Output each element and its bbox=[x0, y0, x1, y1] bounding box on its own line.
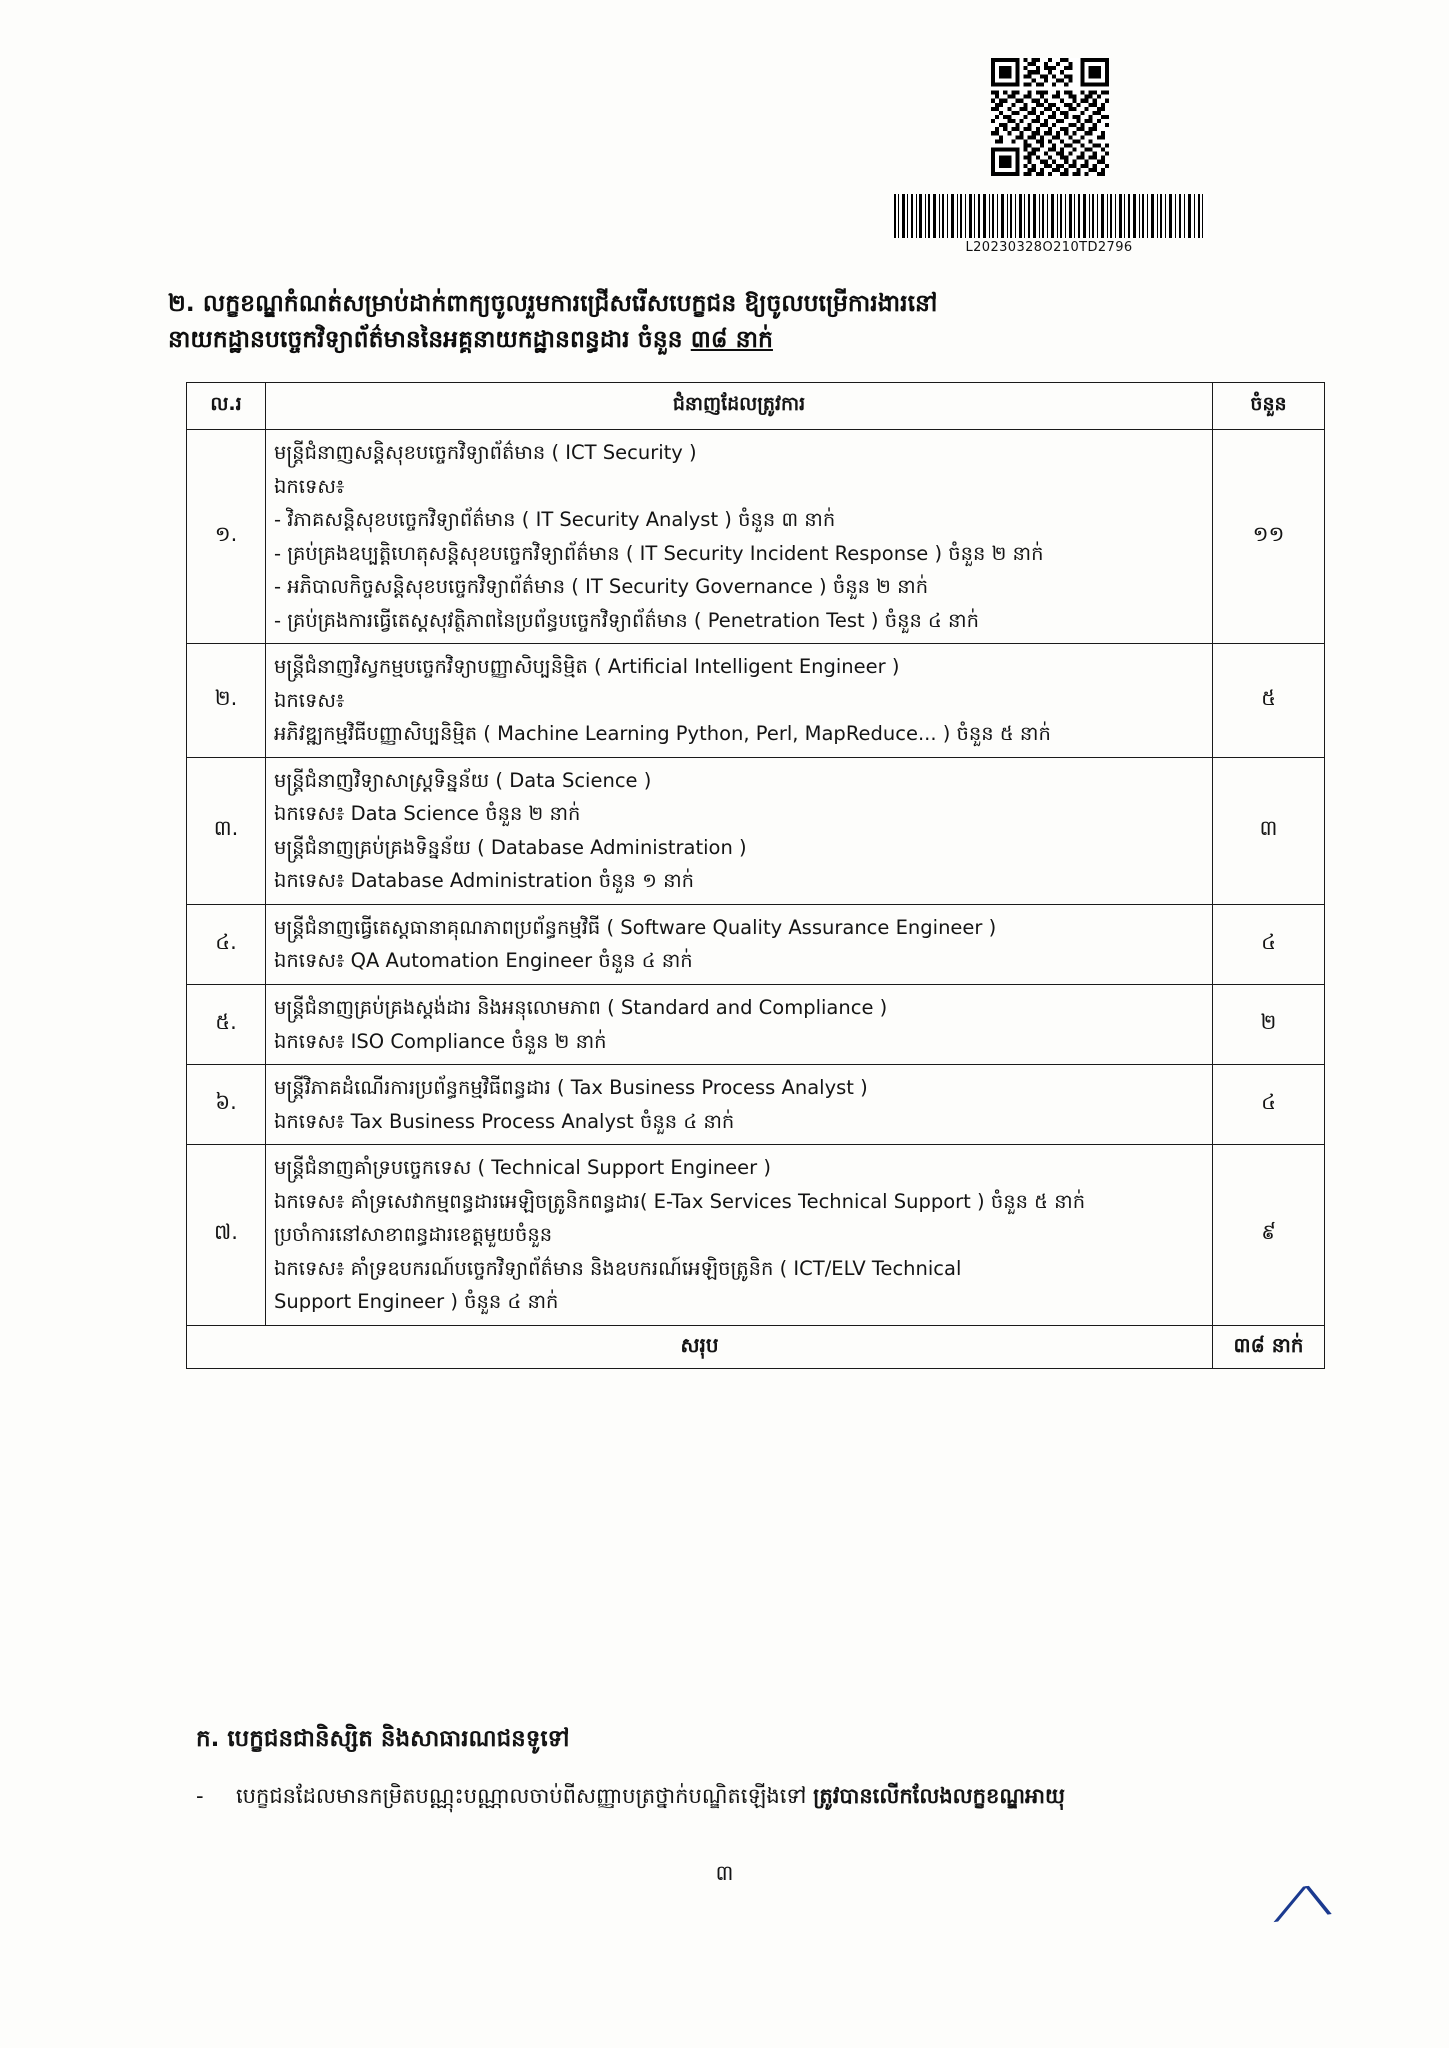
code-block bbox=[890, 58, 1210, 255]
row-qty: ២ bbox=[1213, 984, 1325, 1064]
bullet-text-bold: ត្រូវបានលើកលែងលក្ខខណ្ឌអាយុ bbox=[813, 1784, 1065, 1808]
row-qty: ១១ bbox=[1213, 430, 1325, 644]
table-row bbox=[187, 984, 1325, 1064]
total-label: សរុប bbox=[187, 1325, 1213, 1368]
row-line: ឯកទេស៖ bbox=[274, 688, 345, 712]
table-row bbox=[187, 644, 1325, 758]
row-qty: ៩ bbox=[1213, 1145, 1325, 1326]
row-line: - វិភាគសន្តិសុខបច្ចេកវិទ្យាព័ត៌មាន ( IT Security Analyst ) ចំនួន ៣ នាក់ bbox=[274, 508, 836, 532]
row-line: មន្ត្រីវិភាគដំណើរការប្រព័ន្ធកម្មវិធីពន្ធដារ ( Tax Business Process Analyst ) bbox=[274, 1076, 868, 1100]
row-line: មន្ត្រីជំនាញធ្វើតេស្តធានាគុណភាពប្រព័ន្ធកម្មវិធី ( Software Quality Assurance Engineer ) bbox=[274, 915, 997, 939]
row-line: ឯកទេស៖ Data Science ចំនួន ២ នាក់ bbox=[274, 802, 581, 826]
section-k-heading: ក. បេក្ខជនជានិស្សិត និងសាធារណជនទូទៅ bbox=[196, 1726, 570, 1752]
row-no: ១. bbox=[187, 430, 266, 644]
section-k-bullet bbox=[196, 1780, 1376, 1814]
header-qty: ចំនួន bbox=[1213, 383, 1325, 430]
bullet-dash: - bbox=[196, 1784, 204, 1808]
row-line: ឯកទេស៖ Tax Business Process Analyst ចំនួន ៤ នាក់ bbox=[274, 1109, 735, 1133]
row-line: មន្ត្រីជំនាញគាំទ្របច្ចេកទេស ( Technical Support Engineer ) bbox=[274, 1156, 771, 1180]
signature-mark: ⟋⟍ bbox=[1270, 1877, 1332, 1930]
qr-code-icon bbox=[991, 58, 1109, 176]
row-line: មន្ត្រីជំនាញវិស្វកម្មបច្ចេកវិទ្យាបញ្ញាសិប្បនិម្មិត ( Artificial Intelligent Engineer ) bbox=[274, 655, 900, 679]
row-line: ឯកទេស៖ គាំទ្រសេវាកម្មពន្ធដារអេឡិចត្រូនិកពន្ធដារ( E-Tax Services Technical Support ) ចំនួន ៥ នាក់ bbox=[274, 1189, 1086, 1213]
table-row bbox=[187, 430, 1325, 644]
row-line: មន្ត្រីជំនាញសន្តិសុខបច្ចេកវិទ្យាព័ត៌មាន ( ICT Security ) bbox=[274, 441, 697, 464]
row-line: - គ្រប់គ្រងឧប្បត្តិហេតុសន្តិសុខបច្ចេកវិទ្យាព័ត៌មាន ( IT Security Incident Response ) ចំនួន ២ នាក់ bbox=[274, 541, 1044, 565]
row-qty: ៥ bbox=[1213, 644, 1325, 758]
bullet-text bbox=[236, 1780, 1376, 1814]
row-line: Support Engineer ) ចំនួន ៤ នាក់ bbox=[274, 1290, 559, 1314]
positions-table-wrap bbox=[186, 382, 1304, 1369]
row-line: ឯកទេស៖ QA Automation Engineer ចំនួន ៤ នាក់ bbox=[274, 949, 693, 973]
title-line-1: ២. លក្ខខណ្ឌកំណត់សម្រាប់ដាក់ពាក្យចូលរួមការជ្រើសរើសបេក្ខជន ឱ្យចូលបម្រើការងារនៅ bbox=[168, 289, 938, 317]
table-row bbox=[187, 757, 1325, 904]
row-no: ៤. bbox=[187, 904, 266, 984]
row-position bbox=[266, 984, 1213, 1064]
row-position bbox=[266, 644, 1213, 758]
table-header-row bbox=[187, 383, 1325, 430]
title-count: ៣៨ នាក់ bbox=[690, 325, 773, 354]
row-no: ៣. bbox=[187, 757, 266, 904]
bullet-text-normal: បេក្ខជនដែលមានកម្រិតបណ្ណុះបណ្ណាលចាប់ពីសញ្ញាបត្រថ្នាក់បណ្ឌិតឡើងទៅ bbox=[236, 1784, 814, 1808]
row-position bbox=[266, 904, 1213, 984]
row-no: ៥. bbox=[187, 984, 266, 1064]
positions-table bbox=[186, 382, 1325, 1369]
title-line-2 bbox=[168, 321, 1298, 357]
table-row bbox=[187, 1065, 1325, 1145]
title-line-2-text: នាយកដ្ឋានបច្ចេកវិទ្យាព័ត៌មាននៃអគ្គនាយកដ្ឋានពន្ធដារ ចំនួន bbox=[168, 325, 691, 354]
row-line: ឯកទេស៖ ISO Compliance ចំនួន ២ នាក់ bbox=[274, 1029, 607, 1053]
row-line: ឯកទេស៖ គាំទ្រឧបករណ៍បច្ចេកវិទ្យាព័ត៌មាន និងឧបករណ៍អេឡិចត្រូនិក ( ICT/ELV Technical bbox=[274, 1256, 962, 1280]
header-position: ជំនាញដែលត្រូវការ bbox=[266, 383, 1213, 430]
section-title bbox=[168, 285, 1298, 358]
table-row bbox=[187, 904, 1325, 984]
table-total-row bbox=[187, 1325, 1325, 1368]
row-line: មន្ត្រីជំនាញគ្រប់គ្រងទិន្នន័យ ( Database Administration ) bbox=[274, 835, 747, 859]
row-qty: ៤ bbox=[1213, 1065, 1325, 1145]
page-number: ៣ bbox=[715, 1861, 734, 1885]
row-no: ២. bbox=[187, 644, 266, 758]
barcode-block bbox=[890, 194, 1208, 255]
row-qty: ៣ bbox=[1213, 757, 1325, 904]
header-no: ល.រ bbox=[187, 383, 266, 430]
table-head bbox=[187, 383, 1325, 430]
barcode-text: L20230328O210TD2796 bbox=[965, 240, 1133, 255]
row-position bbox=[266, 1145, 1213, 1326]
table-row bbox=[187, 1145, 1325, 1326]
row-line: មន្ត្រីជំនាញគ្រប់គ្រងស្តង់ដារ និងអនុលោមភាព ( Standard and Compliance ) bbox=[274, 995, 888, 1019]
row-line: - គ្រប់គ្រងការធ្វើតេស្តសុវត្ថិភាពនៃប្រព័ន្ធបច្ចេកវិទ្យាព័ត៌មាន ( Penetration Test ) ចំនួន ៤ នាក់ bbox=[274, 608, 979, 632]
row-line: - អភិបាលកិច្ចសន្តិសុខបច្ចេកវិទ្យាព័ត៌មាន ( IT Security Governance ) ចំនួន ២ នាក់ bbox=[274, 575, 929, 599]
row-no: ៧. bbox=[187, 1145, 266, 1326]
row-line: ប្រចាំការនៅសាខាពន្ធដារខេត្តមួយចំនួន bbox=[274, 1223, 553, 1247]
row-no: ៦. bbox=[187, 1065, 266, 1145]
row-line: ឯកទេស៖ Database Administration ចំនួន ១ នាក់ bbox=[274, 869, 695, 893]
barcode-icon bbox=[890, 194, 1208, 238]
row-position bbox=[266, 757, 1213, 904]
table-body bbox=[187, 430, 1325, 1369]
row-line: ឯកទេស៖ bbox=[274, 474, 345, 498]
total-value: ៣៨ នាក់ bbox=[1213, 1325, 1325, 1368]
row-line: អភិវឌ្ឍកម្មវិធីបញ្ញាសិប្បនិម្មិត ( Machine Learning Python, Perl, MapReduce... ) ចំនួន ៥ នាក់ bbox=[274, 722, 1051, 746]
row-line: មន្ត្រីជំនាញវិទ្យាសាស្ត្រទិន្នន័យ ( Data Science ) bbox=[274, 768, 652, 792]
row-position bbox=[266, 430, 1213, 644]
row-position bbox=[266, 1065, 1213, 1145]
row-qty: ៤ bbox=[1213, 904, 1325, 984]
